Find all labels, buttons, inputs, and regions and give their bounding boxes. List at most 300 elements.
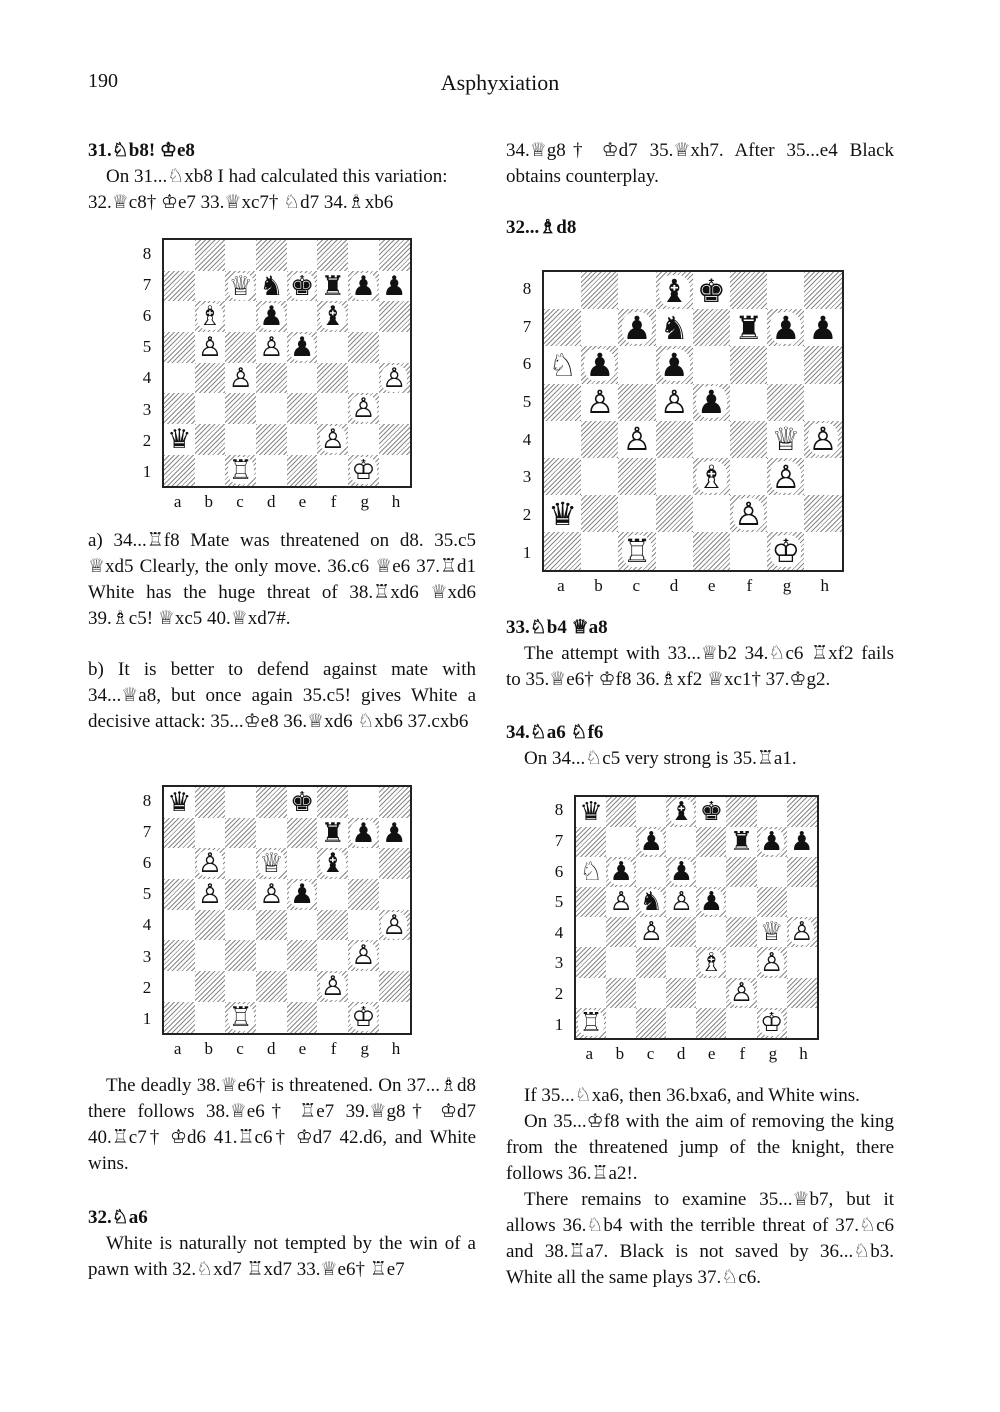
square-e8 <box>287 240 318 271</box>
chess-piece: ♟ <box>351 270 376 302</box>
square-f7 <box>730 309 767 346</box>
square-f8 <box>317 240 348 271</box>
chess-piece: ♛ <box>167 786 192 818</box>
square-b3 <box>581 458 618 495</box>
rank-label: 4 <box>142 368 152 388</box>
square-d2 <box>656 495 693 532</box>
chessboard <box>574 795 819 1040</box>
file-label: c <box>236 1038 244 1058</box>
square-b2 <box>581 495 618 532</box>
square-d3 <box>656 458 693 495</box>
chess-piece: ♟ <box>290 331 315 363</box>
rank-label: 7 <box>554 830 564 850</box>
chess-piece: ♔ <box>771 531 801 570</box>
square-b1 <box>195 455 226 486</box>
square-a7 <box>164 271 195 302</box>
chess-piece: ♜ <box>320 270 345 302</box>
square-f5 <box>726 887 756 917</box>
rank-label: 2 <box>554 983 564 1003</box>
square-c7 <box>636 827 666 857</box>
chessboard <box>162 238 412 488</box>
square-g7 <box>757 827 787 857</box>
square-e8 <box>693 272 730 309</box>
rank-label: 1 <box>522 542 532 562</box>
rank-label: 7 <box>522 316 532 336</box>
square-a6 <box>576 857 606 887</box>
square-b4 <box>606 917 636 947</box>
square-d7 <box>256 818 287 849</box>
rank-label: 3 <box>142 946 152 966</box>
square-h3 <box>804 458 841 495</box>
chess-piece: ♟ <box>669 857 693 888</box>
square-b6 <box>195 848 226 879</box>
chess-piece: ♗ <box>697 457 726 496</box>
rank-label: 2 <box>142 977 152 997</box>
square-c3 <box>636 947 666 977</box>
running-title: Asphyxiation <box>440 70 560 95</box>
square-g5 <box>767 384 804 421</box>
square-d4 <box>666 917 696 947</box>
square-g2 <box>348 424 379 455</box>
square-h6 <box>787 857 817 887</box>
file-label: e <box>298 1038 307 1058</box>
chess-piece: ♛ <box>548 494 577 533</box>
square-e4 <box>693 421 730 458</box>
square-h8 <box>379 787 410 818</box>
square-c1 <box>636 1008 666 1038</box>
square-d3 <box>256 393 287 424</box>
chess-piece: ♔ <box>759 1007 784 1038</box>
chess-piece: ♕ <box>259 848 284 880</box>
move-heading: 33.♘b4 ♕a8 <box>506 617 608 638</box>
rank-label: 1 <box>142 462 152 481</box>
square-e6 <box>287 848 318 879</box>
chess-piece: ♟ <box>639 827 663 858</box>
chess-piece: ♙ <box>197 331 223 363</box>
file-label: b <box>204 1038 214 1058</box>
square-e2 <box>693 495 730 532</box>
square-b5 <box>606 887 636 917</box>
move-heading: 31.♘b8! ♔e8 <box>88 140 195 161</box>
chess-piece: ♙ <box>734 494 763 533</box>
file-label: c <box>632 575 640 595</box>
square-b6 <box>195 301 226 332</box>
chess-piece: ♜ <box>320 817 345 849</box>
square-d6 <box>666 857 696 887</box>
square-c1 <box>618 532 655 569</box>
square-h5 <box>787 887 817 917</box>
square-d3 <box>666 947 696 977</box>
square-c7 <box>225 818 256 849</box>
file-label: f <box>746 575 753 595</box>
square-a7 <box>544 309 581 346</box>
square-b7 <box>195 271 226 302</box>
chessboard <box>542 270 844 572</box>
chess-piece: ♔ <box>351 454 376 486</box>
square-a5 <box>164 332 195 363</box>
square-c1 <box>225 455 256 486</box>
chess-piece: ♟ <box>699 887 724 918</box>
square-g6 <box>348 848 379 879</box>
square-a7 <box>164 818 195 849</box>
square-c3 <box>225 393 256 424</box>
square-g3 <box>348 393 379 424</box>
square-e1 <box>696 1008 726 1038</box>
square-g5 <box>348 879 379 910</box>
square-f1 <box>730 532 767 569</box>
square-g5 <box>757 887 787 917</box>
square-g1 <box>767 532 804 569</box>
rank-label: 3 <box>142 399 152 419</box>
rank-label: 6 <box>522 354 532 374</box>
square-d8 <box>256 240 287 271</box>
square-b7 <box>195 818 226 849</box>
square-c8 <box>225 240 256 271</box>
square-h7 <box>379 818 410 849</box>
paragraph: On 35...♔f8 with the aim of removing the king from the threatened jump of the knight, there follows 36.♖a2!. <box>506 1111 894 1184</box>
left-column-top <box>88 138 476 216</box>
chess-piece: ♟ <box>771 308 801 347</box>
square-h6 <box>379 301 410 332</box>
square-e2 <box>287 424 318 455</box>
square-a6 <box>544 346 581 383</box>
file-label: f <box>330 491 337 511</box>
square-b2 <box>195 971 226 1002</box>
move-heading: 34.♘a6 ♘f6 <box>506 722 604 743</box>
square-g7 <box>767 309 804 346</box>
square-g4 <box>757 917 787 947</box>
square-g4 <box>767 421 804 458</box>
file-label: b <box>204 491 214 511</box>
square-g5 <box>348 332 379 363</box>
square-f3 <box>726 947 756 977</box>
file-label: h <box>391 1038 401 1058</box>
square-a8 <box>576 797 606 827</box>
square-h7 <box>787 827 817 857</box>
rank-label: 5 <box>142 337 152 357</box>
file-label: a <box>173 1038 182 1058</box>
square-f7 <box>317 271 348 302</box>
square-e1 <box>693 532 730 569</box>
square-c8 <box>636 797 666 827</box>
square-g1 <box>348 455 379 486</box>
rank-label: 5 <box>142 884 152 904</box>
square-e4 <box>696 917 726 947</box>
square-e8 <box>287 787 318 818</box>
square-a2 <box>164 424 195 455</box>
file-label: e <box>298 491 307 511</box>
square-e5 <box>287 332 318 363</box>
square-h8 <box>787 797 817 827</box>
square-e4 <box>287 910 318 941</box>
chess-piece: ♝ <box>659 271 689 310</box>
square-e8 <box>696 797 726 827</box>
square-f6 <box>317 301 348 332</box>
paragraph: White is naturally not tempted by the win of a pawn with 32.♘xd7 ♖xd7 33.♕e6† ♖e7 <box>88 1233 476 1280</box>
square-d6 <box>656 346 693 383</box>
paragraph: The deadly 38.♕e6† is threatened. On 37...♗d8 there follows 38.♕e6† ♖e7 39.♕g8† ♔d7 40.♖c7† ♔d6 41.♖c6† ♔d7 42.d6, and White wins. <box>88 1075 476 1174</box>
square-b1 <box>606 1008 636 1038</box>
square-h1 <box>379 455 410 486</box>
square-e1 <box>287 455 318 486</box>
chess-piece: ♞ <box>259 270 284 302</box>
chess-piece: ♙ <box>320 424 345 456</box>
square-d4 <box>256 910 287 941</box>
chess-piece: ♟ <box>259 301 284 333</box>
square-f1 <box>317 455 348 486</box>
square-f2 <box>726 978 756 1008</box>
square-b7 <box>606 827 636 857</box>
square-d2 <box>256 424 287 455</box>
square-g2 <box>757 978 787 1008</box>
chess-piece: ♜ <box>729 827 754 858</box>
square-h1 <box>804 532 841 569</box>
chess-piece: ♙ <box>609 887 633 918</box>
square-c7 <box>225 271 256 302</box>
square-b1 <box>195 1002 226 1033</box>
chess-piece: ♙ <box>351 393 376 425</box>
square-d7 <box>256 271 287 302</box>
rank-label: 8 <box>522 278 532 298</box>
square-e2 <box>287 971 318 1002</box>
variation-b <box>88 657 476 735</box>
square-d3 <box>256 940 287 971</box>
rank-label: 8 <box>142 790 152 810</box>
square-d4 <box>256 363 287 394</box>
square-a4 <box>164 363 195 394</box>
file-label: h <box>820 575 829 595</box>
square-e5 <box>287 879 318 910</box>
right-block-2 <box>506 615 894 693</box>
square-g4 <box>348 363 379 394</box>
square-b5 <box>581 384 618 421</box>
chess-piece: ♖ <box>579 1007 603 1038</box>
square-c4 <box>225 363 256 394</box>
square-d7 <box>666 827 696 857</box>
move-heading: 32...♗d8 <box>506 217 577 238</box>
chess-piece: ♙ <box>382 362 407 394</box>
square-f3 <box>730 458 767 495</box>
square-h4 <box>379 910 410 941</box>
square-b8 <box>606 797 636 827</box>
variation-a <box>88 528 476 632</box>
chess-piece: ♙ <box>790 917 814 948</box>
square-g8 <box>767 272 804 309</box>
square-f4 <box>726 917 756 947</box>
rank-label: 7 <box>142 274 152 294</box>
chess-piece: ♙ <box>197 878 223 910</box>
left-paragraph-4 <box>88 1073 476 1177</box>
square-h4 <box>379 363 410 394</box>
square-d5 <box>666 887 696 917</box>
square-a4 <box>164 910 195 941</box>
chess-piece: ♙ <box>771 457 801 496</box>
rank-label: 8 <box>142 243 152 263</box>
chess-piece: ♟ <box>790 827 814 858</box>
square-b6 <box>581 346 618 383</box>
square-b3 <box>195 393 226 424</box>
square-g4 <box>348 910 379 941</box>
file-label: d <box>669 575 679 595</box>
rank-label: 5 <box>522 391 532 411</box>
rank-label: 5 <box>554 892 564 912</box>
square-a6 <box>164 848 195 879</box>
square-b4 <box>195 363 226 394</box>
right-block-4 <box>506 1083 894 1291</box>
chess-piece: ♖ <box>228 1001 253 1033</box>
square-h6 <box>804 346 841 383</box>
chess-piece: ♖ <box>622 531 652 570</box>
chess-piece: ♝ <box>320 848 345 880</box>
square-f6 <box>726 857 756 887</box>
square-h4 <box>787 917 817 947</box>
square-d8 <box>256 787 287 818</box>
chess-piece: ♞ <box>639 887 663 918</box>
chess-piece: ♙ <box>382 909 407 941</box>
square-a3 <box>544 458 581 495</box>
chess-piece: ♜ <box>734 308 763 347</box>
square-h8 <box>379 240 410 271</box>
square-h5 <box>379 332 410 363</box>
square-f2 <box>317 971 348 1002</box>
square-f4 <box>730 421 767 458</box>
chess-diagram-2 <box>136 785 416 1065</box>
square-f5 <box>730 384 767 421</box>
file-label: e <box>707 575 716 595</box>
file-label: a <box>173 491 182 511</box>
square-e7 <box>696 827 726 857</box>
chess-piece: ♟ <box>697 383 726 422</box>
square-c5 <box>225 879 256 910</box>
square-d2 <box>256 971 287 1002</box>
paragraph: On 31...♘xb8 I had calculated this variation: 32.♕c8† ♔e7 33.♕xc7† ♘d7 34.♗xb6 <box>88 166 448 213</box>
square-f7 <box>317 818 348 849</box>
square-a4 <box>576 917 606 947</box>
chess-piece: ♟ <box>659 345 689 384</box>
square-g8 <box>348 787 379 818</box>
square-e4 <box>287 363 318 394</box>
square-a3 <box>164 940 195 971</box>
square-f3 <box>317 940 348 971</box>
square-c6 <box>225 848 256 879</box>
square-f1 <box>317 1002 348 1033</box>
rank-label: 7 <box>142 821 152 841</box>
square-f8 <box>730 272 767 309</box>
chess-piece: ♙ <box>729 977 754 1008</box>
square-a4 <box>544 421 581 458</box>
chess-piece: ♚ <box>290 786 315 818</box>
rank-label: 4 <box>142 915 152 935</box>
chess-piece: ♟ <box>351 817 376 849</box>
square-d1 <box>256 455 287 486</box>
chess-piece: ♟ <box>290 878 315 910</box>
paragraph: If 35...♘xa6, then 36.bxa6, and White wins. <box>524 1085 860 1106</box>
square-b4 <box>581 421 618 458</box>
chess-piece: ♕ <box>759 917 784 948</box>
chess-piece: ♔ <box>351 1001 376 1033</box>
square-a6 <box>164 301 195 332</box>
square-d7 <box>656 309 693 346</box>
paragraph: There remains to examine 35...♕b7, but it allows 36.♘b4 with the terrible threat of 37.♘c6 and 38.♖a7. Black is not saved by 36...♘b3. White all the same plays 37.♘c6. <box>506 1189 894 1288</box>
chess-piece: ♙ <box>585 383 615 422</box>
chess-piece: ♟ <box>382 817 407 849</box>
chess-piece: ♕ <box>228 270 253 302</box>
square-h3 <box>379 393 410 424</box>
square-a3 <box>576 947 606 977</box>
square-e6 <box>696 857 726 887</box>
square-a3 <box>164 393 195 424</box>
file-label: e <box>707 1043 716 1063</box>
square-d8 <box>666 797 696 827</box>
square-b8 <box>581 272 618 309</box>
square-c2 <box>636 978 666 1008</box>
square-g1 <box>757 1008 787 1038</box>
square-b2 <box>195 424 226 455</box>
chess-piece: ♟ <box>585 345 615 384</box>
square-d6 <box>256 848 287 879</box>
square-e3 <box>693 458 730 495</box>
paragraph: On 34...♘c5 very strong is 35.♖a1. <box>524 748 797 769</box>
square-f8 <box>317 787 348 818</box>
square-c6 <box>618 346 655 383</box>
square-d2 <box>666 978 696 1008</box>
square-h2 <box>379 424 410 455</box>
square-a2 <box>544 495 581 532</box>
rank-label: 6 <box>554 861 564 881</box>
file-label: c <box>236 491 244 511</box>
paragraph: b) It is better to defend against mate with 34...♕a8, but once again 35.c5! gives White a decisive attack: 35...♔e8 36.♕xd6 ♘xb6 37.cxb6 <box>88 659 476 732</box>
rank-label: 4 <box>522 429 532 449</box>
square-b7 <box>581 309 618 346</box>
chess-piece: ♛ <box>167 424 192 456</box>
rank-label: 2 <box>142 430 152 450</box>
square-g6 <box>767 346 804 383</box>
chess-piece: ♟ <box>382 270 407 302</box>
square-d4 <box>656 421 693 458</box>
rank-label: 3 <box>554 953 564 973</box>
square-g3 <box>767 458 804 495</box>
square-c7 <box>618 309 655 346</box>
square-c3 <box>618 458 655 495</box>
square-a7 <box>576 827 606 857</box>
square-c4 <box>636 917 666 947</box>
chess-piece: ♙ <box>639 917 663 948</box>
square-b6 <box>606 857 636 887</box>
square-c5 <box>618 384 655 421</box>
square-e7 <box>693 309 730 346</box>
square-g1 <box>348 1002 379 1033</box>
file-label: b <box>594 575 603 595</box>
square-d5 <box>656 384 693 421</box>
right-heading-1 <box>506 215 894 241</box>
chess-piece: ♙ <box>197 848 223 880</box>
file-label: d <box>266 1038 276 1058</box>
square-c4 <box>618 421 655 458</box>
chess-piece: ♙ <box>659 383 689 422</box>
rank-label: 1 <box>142 1009 152 1028</box>
square-c2 <box>225 424 256 455</box>
square-c4 <box>225 910 256 941</box>
chess-piece: ♞ <box>659 308 689 347</box>
square-h7 <box>379 271 410 302</box>
square-e3 <box>696 947 726 977</box>
chess-piece: ♟ <box>622 308 652 347</box>
left-column-bottom <box>88 1205 476 1283</box>
square-d5 <box>256 332 287 363</box>
square-b4 <box>195 910 226 941</box>
file-label: h <box>799 1043 808 1063</box>
square-f7 <box>726 827 756 857</box>
